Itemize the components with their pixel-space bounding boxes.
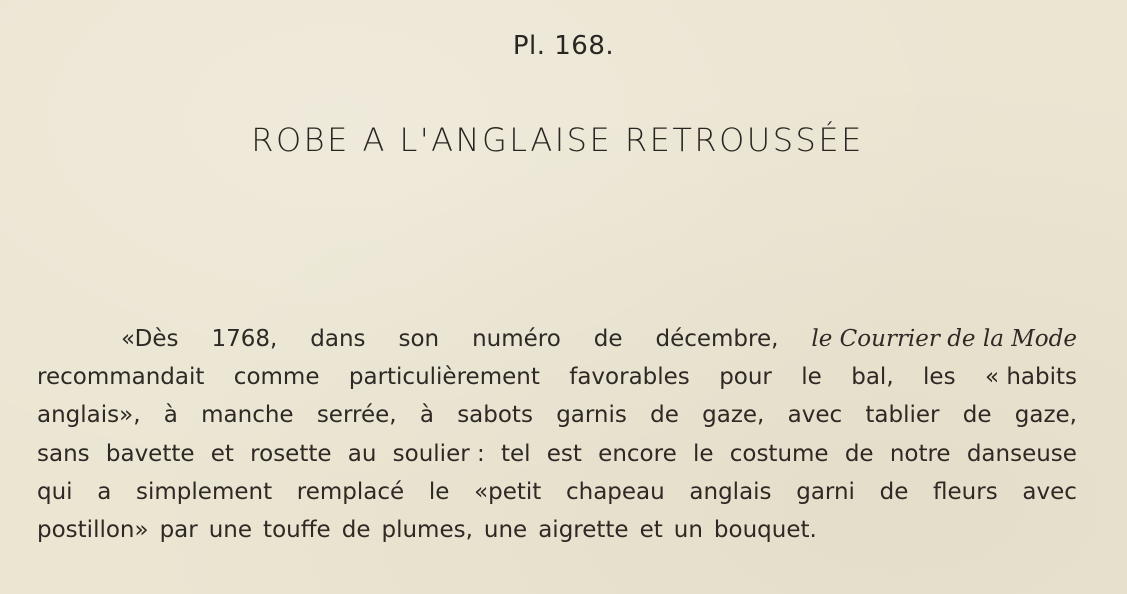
word: le xyxy=(428,478,450,505)
word: qui xyxy=(37,478,73,505)
word: et xyxy=(210,440,234,467)
word: encore xyxy=(598,440,677,467)
word: un xyxy=(673,517,703,544)
word: et xyxy=(639,517,663,544)
word: pour xyxy=(719,364,772,391)
word: sabots xyxy=(457,402,533,429)
word: de xyxy=(341,517,371,544)
word: de xyxy=(879,478,909,505)
word: sans xyxy=(37,440,90,467)
word: bouquet. xyxy=(713,517,817,544)
word: soulier : xyxy=(392,440,485,467)
word: touffe xyxy=(263,517,331,544)
word: le xyxy=(801,364,822,391)
word: une xyxy=(208,517,253,544)
word: les xyxy=(923,364,956,391)
word: de xyxy=(650,402,679,429)
word: anglais», xyxy=(37,402,141,429)
paragraph-line xyxy=(37,396,1077,434)
word: anglais xyxy=(689,478,772,505)
word: avec xyxy=(1022,478,1077,505)
word: bal, xyxy=(851,364,894,391)
word: « habits xyxy=(984,364,1077,391)
word: garnis xyxy=(556,402,627,429)
word: «petit xyxy=(474,478,542,505)
word: une xyxy=(483,517,528,544)
word: costume xyxy=(729,440,829,467)
plate-number: Pl. 168. xyxy=(512,31,615,61)
word: fleurs xyxy=(933,478,998,505)
word: garni xyxy=(796,478,855,505)
word: le xyxy=(692,440,714,467)
word: numéro xyxy=(472,326,561,352)
word: danseuse xyxy=(966,440,1077,467)
word: tablier xyxy=(865,402,940,429)
word: particulièrement xyxy=(348,364,540,391)
word: 1768, xyxy=(211,326,278,352)
body-paragraph xyxy=(37,320,1077,549)
word: de xyxy=(593,326,623,352)
paragraph-line xyxy=(37,473,1077,511)
word: à xyxy=(163,402,178,429)
word: est xyxy=(546,440,582,467)
page-title: ROBE A L'ANGLAISE RETROUSSÉE xyxy=(251,121,864,159)
paragraph-line xyxy=(37,435,1077,473)
word: a xyxy=(97,478,112,505)
word: dans xyxy=(310,326,366,352)
word: par xyxy=(159,517,198,544)
word: favorables xyxy=(569,364,690,391)
periodical-title: le Courrier de la Mode xyxy=(811,326,1077,352)
word: avec xyxy=(787,402,843,429)
word: gaze, xyxy=(1014,402,1077,429)
word: rosette xyxy=(250,440,332,467)
paragraph-line xyxy=(37,358,1077,396)
word: plumes, xyxy=(381,517,473,544)
paragraph-line xyxy=(37,320,1077,358)
word: chapeau xyxy=(565,478,665,505)
word: comme xyxy=(233,364,320,391)
word: à xyxy=(419,402,434,429)
word: simplement xyxy=(136,478,273,505)
word: de xyxy=(962,402,992,429)
paragraph-line xyxy=(37,511,1077,549)
word: de xyxy=(844,440,874,467)
word: aigrette xyxy=(538,517,629,544)
word: son xyxy=(398,326,440,352)
word: bavette xyxy=(105,440,195,467)
word: notre xyxy=(889,440,951,467)
word: remplacé xyxy=(296,478,405,505)
word: décembre, xyxy=(655,326,779,352)
word: serrée, xyxy=(316,402,397,429)
word: manche xyxy=(201,402,294,429)
word: «Dès xyxy=(121,326,179,352)
word: au xyxy=(347,440,377,467)
word: postillon» xyxy=(37,517,149,544)
word: gaze, xyxy=(702,402,765,429)
word: recommandait xyxy=(37,364,205,391)
word: tel xyxy=(500,440,531,467)
